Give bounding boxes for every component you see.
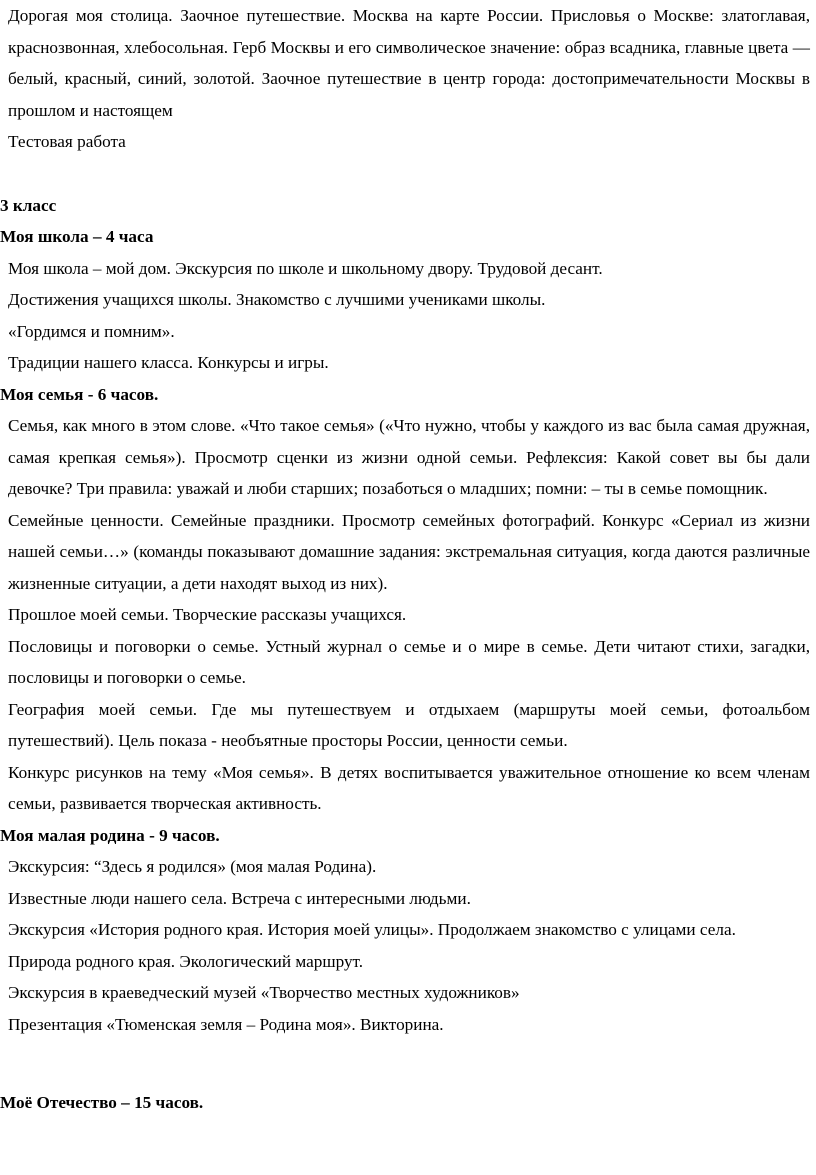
grade-heading: 3 класс bbox=[0, 195, 57, 215]
list-item: География моей семьи. Где мы путешествуем и отдыхаем (маршруты моей семьи, фотоальбом путешествий). Цель показа - необъятные просторы России, ценности семьи. bbox=[8, 699, 810, 750]
list-item: Прошлое моей семьи. Творческие рассказы учащихся. bbox=[8, 605, 407, 624]
list-item: Природа родного края. Экологический маршрут. bbox=[8, 951, 364, 971]
section-heading-school: Моя школа – 4 часа bbox=[0, 227, 154, 246]
list-item: Экскурсия «История родного края. История моей улицы». Продолжаем знакомство с улицами села. bbox=[8, 920, 736, 939]
list-item: Моя школа – мой дом. Экскурсия по школе и школьному двору. Трудовой десант. bbox=[8, 258, 603, 278]
section-heading-homeland: Моя малая родина - 9 часов. bbox=[0, 825, 220, 845]
test-work-line: Тестовая работа bbox=[8, 132, 126, 151]
section-heading-fatherland: Моё Отечество – 15 часов. bbox=[0, 1093, 204, 1112]
list-item: Достижения учащихся школы. Знакомство с лучшими учениками школы. bbox=[8, 290, 546, 309]
list-item: Экскурсия в краеведческий музей «Творчество местных художников» bbox=[8, 983, 520, 1002]
list-item: Экскурсия: “Здесь я родился» (моя малая Родина). bbox=[8, 857, 377, 876]
section-heading-family: Моя семья - 6 часов. bbox=[0, 384, 159, 404]
list-item: Семейные ценности. Семейные праздники. Просмотр семейных фотографий. Конкурс «Сериал из жизни нашей семьи…» (команды показывают домашние задания: экстремальная ситуация, когда даются различные жизненные ситуации, а дети находят выход из них). bbox=[8, 510, 810, 593]
list-item: Презентация «Тюменская земля – Родина моя». Викторина. bbox=[8, 1014, 444, 1034]
list-item: Традиции нашего класса. Конкурсы и игры. bbox=[8, 353, 329, 372]
intro-paragraph: Дорогая моя столица. Заочное путешествие. Москва на карте России. Присловья о Москве: златоглавая, краснозвонная, хлебосольная. Герб Москвы и его символическое значение: образ всадника, главные цвета — белый, красный, синий, золотой. Заочное путешествие в центр города: достопримечательности Москвы в прошлом и настоящем bbox=[8, 6, 810, 120]
list-item: «Гордимся и помним». bbox=[8, 321, 175, 341]
list-item: Пословицы и поговорки о семье. Устный журнал о семье и о мире в семье. Дети читают стихи, загадки, пословицы и поговорки о семье. bbox=[8, 636, 810, 687]
list-item: Конкурс рисунков на тему «Моя семья». В детях воспитывается уважительное отношение ко всем членам семьи, развивается творческая активность. bbox=[8, 762, 810, 813]
spacer bbox=[0, 158, 816, 190]
list-item: Семья, как много в этом слове. «Что такое семья» («Что нужно, чтобы у каждого из вас была самая дружная, самая крепкая семья»). Просмотр сценки из жизни одной семьи. Рефлексия: Какой совет вы бы дали девочке? Три правила: уважай и люби старших; позаботься о младших; помни: – ты в семье помощник. bbox=[8, 416, 810, 498]
spacer bbox=[0, 1040, 816, 1087]
list-item: Известные люди нашего села. Встреча с интересными людьми. bbox=[8, 888, 471, 908]
